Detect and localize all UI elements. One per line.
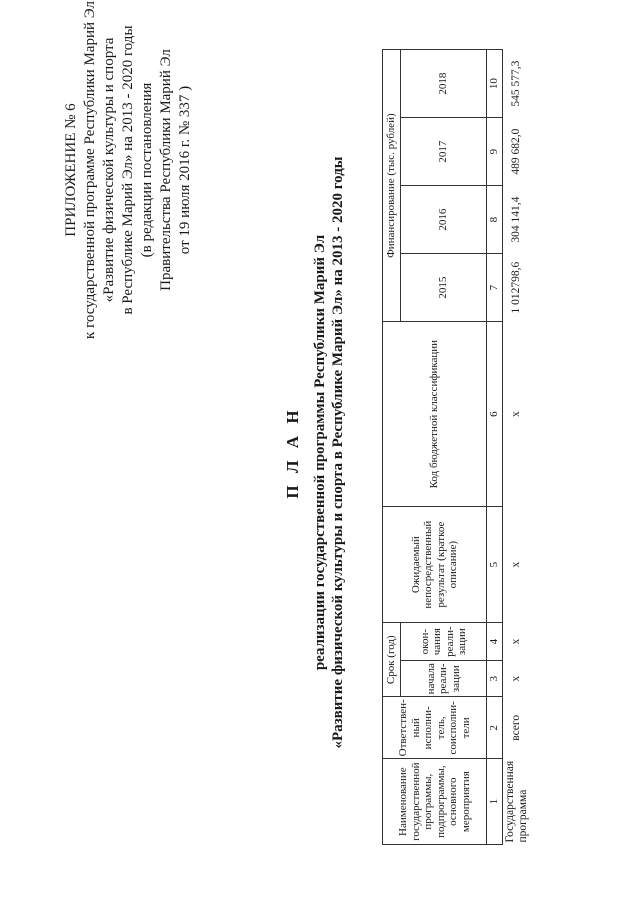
plan-table [382, 49, 530, 845]
row-2017: 489 682,0 [510, 128, 523, 175]
column-number: 2 [487, 697, 503, 759]
header-responsible: Ответствен-ный исполни-тель, соисполни-тели [383, 697, 487, 759]
column-number: 9 [487, 118, 503, 186]
table-row [503, 50, 531, 845]
row-result: х [510, 561, 523, 568]
column-number: 8 [487, 186, 503, 254]
header-funding: Финансирование (тыс. рублей) [383, 50, 401, 322]
column-number: 4 [487, 623, 503, 661]
header-year-2015: 2015 [401, 254, 487, 322]
appendix-line: Правительства Республики Марий Эл [158, 49, 174, 291]
appendix-line: в Республике Марий Эл» на 2013 - 2020 годы [120, 25, 136, 315]
header-name: Наименование государственной программы, подпрограммы, основного мероприятия [383, 759, 487, 845]
row-end: х [510, 638, 523, 645]
column-number: 1 [487, 759, 503, 845]
header-term-start: начала реали-зации [401, 661, 487, 697]
plan-subtitle-1: реализации государственной программы Республики Марий Эл [312, 234, 328, 671]
appendix-line: (в редакции постановления [139, 82, 155, 258]
column-number: 3 [487, 661, 503, 697]
appendix-block [62, 0, 195, 340]
plan-heading: П Л А Н [283, 406, 302, 499]
header-code: Код бюджетной классификации [383, 322, 487, 507]
header-term-end: окон-чания реали-зации [401, 623, 487, 661]
column-number: 10 [487, 50, 503, 118]
column-number: 6 [487, 322, 503, 507]
header-year-2016: 2016 [401, 186, 487, 254]
header-year-2018: 2018 [401, 50, 487, 118]
column-number: 5 [487, 507, 503, 623]
row-2015: 1 012798,6 [510, 261, 523, 314]
row-code: х [510, 411, 523, 418]
row-start: х [510, 675, 523, 682]
row-2018: 545 577,3 [510, 60, 523, 107]
plan-title-block [283, 60, 347, 845]
column-number-row [487, 50, 503, 845]
appendix-line: от 19 июля 2016 г. № 337 ) [177, 85, 193, 255]
plan-subtitle-2: «Развитие физической культуры и спорта в Республике Марий Эл» на 2013 - 2020 годы [330, 156, 346, 749]
header-term: Срок (год) [383, 623, 401, 697]
row-responsible: всего [510, 714, 523, 741]
column-number: 7 [487, 254, 503, 322]
appendix-line: «Развитие физической культуры и спорта [101, 37, 117, 303]
row-name: Государственная программа [504, 760, 529, 843]
appendix-line: к государственной программе Республики Марий Эл [82, 1, 98, 339]
appendix-title: ПРИЛОЖЕНИЕ № 6 [63, 103, 79, 237]
row-2016: 304 141,4 [510, 196, 523, 243]
header-year-2017: 2017 [401, 118, 487, 186]
header-result: Ожидаемый непосредственный результат (краткое описание) [383, 507, 487, 623]
